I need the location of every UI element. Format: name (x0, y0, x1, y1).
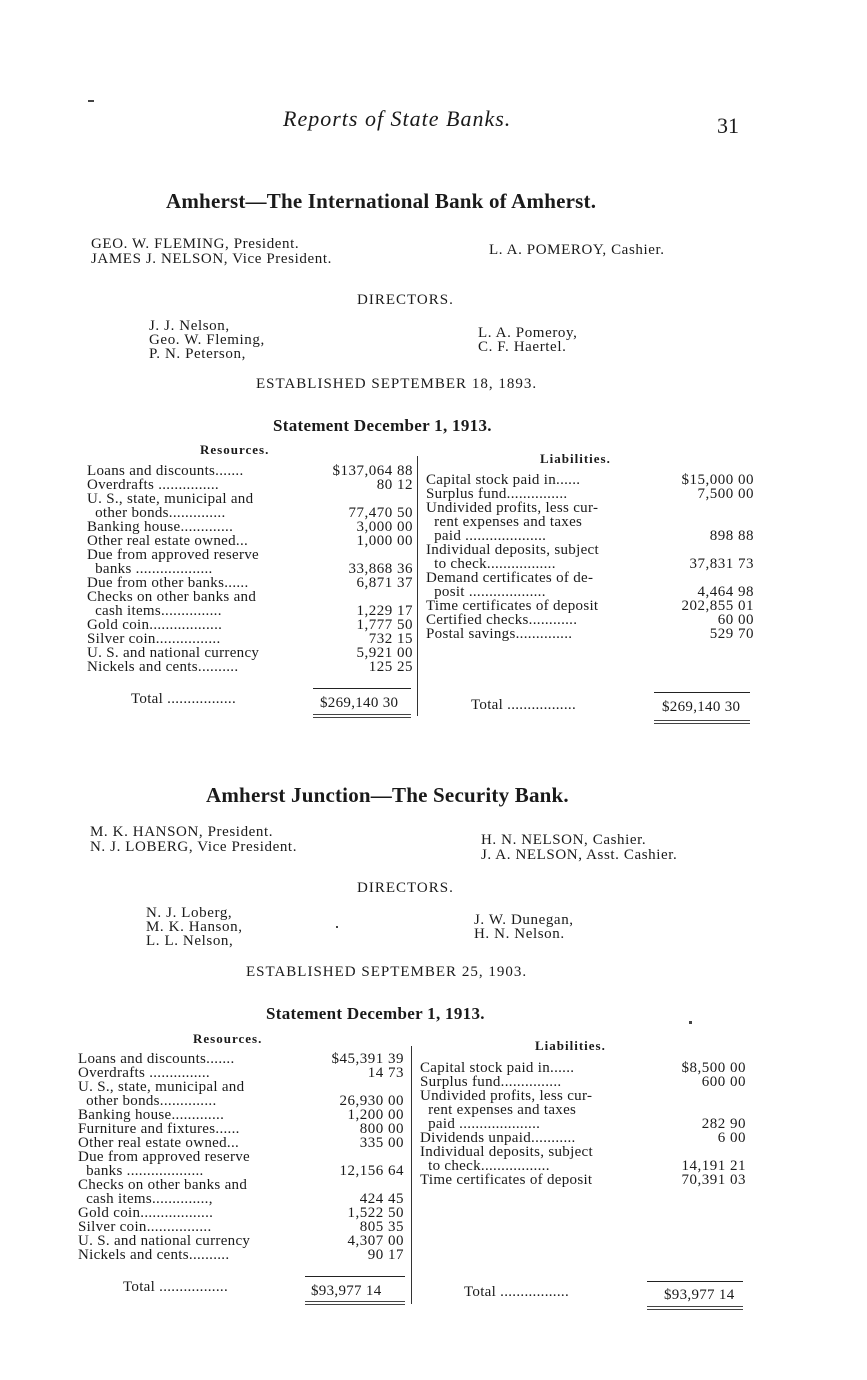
total-rule (305, 1276, 405, 1277)
item-label: Checks on other banks and (78, 1177, 248, 1193)
item-label: Checks on other banks and (87, 589, 257, 605)
table-row (78, 1122, 404, 1136)
item-amount: 33,868 36 (348, 561, 413, 577)
table-row (87, 618, 413, 632)
item-amount: 1,777 50 (356, 617, 413, 633)
resources-table (78, 1052, 404, 1262)
table-row (78, 1248, 404, 1262)
item-amount: 202,855 01 (681, 598, 754, 614)
item-label: cash items.............., (78, 1191, 213, 1207)
item-label: banks ................... (87, 561, 213, 577)
bank-title: Amherst—The International Bank of Amherst. (166, 189, 597, 213)
table-row (78, 1094, 404, 1108)
table-row (87, 562, 413, 576)
item-amount: 4,307 00 (347, 1233, 404, 1249)
table-row (426, 571, 754, 585)
item-amount: $45,391 39 (331, 1051, 404, 1067)
table-row (87, 646, 413, 660)
double-rule (654, 720, 750, 724)
statement-heading: Statement December 1, 1913. (273, 416, 492, 435)
table-row (78, 1234, 404, 1248)
item-label: Due from other banks...... (87, 575, 249, 591)
statement-heading: Statement December 1, 1913. (266, 1004, 485, 1023)
item-label: Other real estate owned... (78, 1135, 240, 1151)
item-label: Overdrafts ............... (87, 477, 219, 493)
item-label: Individual deposits, subject (426, 542, 599, 558)
item-label: Loans and discounts....... (78, 1051, 235, 1067)
item-amount: 424 45 (359, 1191, 404, 1207)
officer-line: N. J. LOBERG, Vice President. (90, 839, 298, 855)
resources-heading: Resources. (200, 442, 270, 457)
officers-left (91, 237, 332, 267)
table-row (420, 1117, 746, 1131)
item-label: Nickels and cents.......... (87, 659, 239, 675)
table-row (87, 604, 413, 618)
table-row (78, 1150, 404, 1164)
liabilities-total-label: Total ................. (471, 697, 577, 713)
table-row (78, 1136, 404, 1150)
table-row (420, 1103, 746, 1117)
officer-line: L. A. POMEROY, Cashier. (489, 242, 665, 258)
item-amount: $8,500 00 (681, 1060, 746, 1076)
item-amount: 6,871 37 (356, 575, 413, 591)
scan-speck (689, 1021, 692, 1024)
column-divider (417, 456, 418, 716)
item-amount: 125 25 (368, 659, 413, 675)
directors-right (478, 326, 578, 354)
item-label: posit ................... (426, 584, 546, 600)
item-amount: 37,831 73 (689, 556, 754, 572)
item-amount: 12,156 64 (339, 1163, 404, 1179)
item-label: to check................. (426, 556, 556, 572)
item-amount: 1,522 50 (347, 1205, 404, 1221)
item-amount: $137,064 88 (332, 463, 413, 479)
table-row (426, 529, 754, 543)
item-label: rent expenses and taxes (426, 514, 583, 530)
table-row (420, 1173, 746, 1187)
item-label: Individual deposits, subject (420, 1144, 593, 1160)
officer-line: J. A. NELSON, Asst. Cashier. (481, 847, 678, 863)
officer-line: JAMES J. NELSON, Vice President. (91, 251, 332, 267)
director-name: L. L. Nelson, (146, 933, 234, 949)
director-name: L. A. Pomeroy, (478, 325, 578, 341)
liabilities-table (420, 1061, 746, 1187)
table-row (426, 487, 754, 501)
item-label: to check................. (420, 1158, 550, 1174)
table-row (87, 520, 413, 534)
item-amount: 3,000 00 (356, 519, 413, 535)
item-label: U. S., state, municipal and (78, 1079, 245, 1095)
item-label: paid .................... (426, 528, 547, 544)
table-row (426, 515, 754, 529)
item-label: Demand certificates of de- (426, 570, 594, 586)
item-label: Due from approved reserve (78, 1149, 251, 1165)
column-divider (411, 1046, 412, 1304)
item-amount: 898 88 (709, 528, 754, 544)
director-name: N. J. Loberg, (146, 905, 233, 921)
director-name: H. N. Nelson. (474, 926, 565, 942)
item-amount: $15,000 00 (681, 472, 754, 488)
table-row (426, 613, 754, 627)
director-name: J. W. Dunegan, (474, 912, 574, 928)
liabilities-table (426, 473, 754, 641)
liabilities-heading: Liabilities. (540, 451, 611, 466)
resources-total-amount: $269,140 30 (320, 695, 399, 711)
item-amount: 26,930 00 (339, 1093, 404, 1109)
table-row (87, 506, 413, 520)
table-row (426, 543, 754, 557)
item-label: Banking house............. (78, 1107, 225, 1123)
item-label: paid .................... (420, 1116, 541, 1132)
double-rule (305, 1301, 405, 1305)
table-row (87, 548, 413, 562)
officers-right (489, 243, 665, 258)
resources-total-label: Total ................. (123, 1279, 229, 1295)
table-row (78, 1220, 404, 1234)
item-label: Surplus fund............... (426, 486, 568, 502)
item-label: Dividends unpaid........... (420, 1130, 576, 1146)
item-label: Gold coin.................. (78, 1205, 214, 1221)
directors-right (474, 913, 574, 941)
officer-line: GEO. W. FLEMING, President. (91, 236, 300, 252)
item-label: rent expenses and taxes (420, 1102, 577, 1118)
officer-line: H. N. NELSON, Cashier. (481, 832, 647, 848)
item-label: U. S. and national currency (87, 645, 260, 661)
item-amount: 77,470 50 (348, 505, 413, 521)
item-label: Loans and discounts....... (87, 463, 244, 479)
table-row (87, 590, 413, 604)
item-label: U. S., state, municipal and (87, 491, 254, 507)
table-row (78, 1080, 404, 1094)
table-row (87, 492, 413, 506)
officers-left (90, 825, 297, 855)
bank-title: Amherst Junction—The Security Bank. (206, 783, 569, 807)
liabilities-heading: Liabilities. (535, 1038, 606, 1053)
item-label: Postal savings.............. (426, 626, 573, 642)
table-row (87, 632, 413, 646)
director-name: C. F. Haertel. (478, 339, 567, 355)
table-row (87, 534, 413, 548)
liabilities-total-label: Total ................. (464, 1284, 570, 1300)
scan-speck (336, 926, 338, 928)
table-row (426, 473, 754, 487)
item-label: other bonds.............. (78, 1093, 217, 1109)
item-amount: 6 00 (717, 1130, 746, 1146)
item-label: Capital stock paid in...... (426, 472, 581, 488)
table-row (426, 599, 754, 613)
director-name: P. N. Peterson, (149, 346, 246, 362)
director-name: Geo. W. Fleming, (149, 332, 265, 348)
page-number: 31 (717, 113, 739, 138)
table-row (87, 660, 413, 674)
resources-heading: Resources. (193, 1031, 263, 1046)
directors-left (146, 906, 243, 948)
item-amount: 282 90 (701, 1116, 746, 1132)
item-amount: 335 00 (359, 1135, 404, 1151)
table-row (420, 1089, 746, 1103)
item-label: Banking house............. (87, 519, 234, 535)
running-title: Reports of State Banks. (283, 106, 512, 131)
item-amount: 7,500 00 (697, 486, 754, 502)
table-row (87, 478, 413, 492)
table-row (420, 1131, 746, 1145)
item-amount: 5,921 00 (356, 645, 413, 661)
item-label: cash items............... (87, 603, 222, 619)
item-label: Silver coin................ (78, 1219, 212, 1235)
item-amount: 1,229 17 (356, 603, 413, 619)
item-amount: 529 70 (709, 626, 754, 642)
item-label: other bonds.............. (87, 505, 226, 521)
item-amount: 732 15 (368, 631, 413, 647)
item-label: banks ................... (78, 1163, 204, 1179)
table-row (420, 1159, 746, 1173)
item-amount: 70,391 03 (681, 1172, 746, 1188)
item-amount: 80 12 (376, 477, 413, 493)
item-label: Other real estate owned... (87, 533, 249, 549)
item-label: Surplus fund............... (420, 1074, 562, 1090)
item-label: Capital stock paid in...... (420, 1060, 575, 1076)
table-row (78, 1066, 404, 1080)
table-row (78, 1164, 404, 1178)
total-rule (654, 692, 750, 693)
item-amount: 805 35 (359, 1219, 404, 1235)
director-name: M. K. Hanson, (146, 919, 243, 935)
item-label: U. S. and national currency (78, 1233, 251, 1249)
item-label: Silver coin................ (87, 631, 221, 647)
table-row (87, 464, 413, 478)
item-label: Undivided profits, less cur- (426, 500, 599, 516)
liabilities-total-amount: $93,977 14 (664, 1287, 735, 1303)
officer-line: M. K. HANSON, President. (90, 824, 274, 840)
item-amount: 14,191 21 (681, 1158, 746, 1174)
total-rule (647, 1281, 743, 1282)
table-row (420, 1145, 746, 1159)
directors-heading: DIRECTORS. (357, 880, 454, 896)
item-label: Certified checks............ (426, 612, 578, 628)
table-row (87, 576, 413, 590)
item-label: Due from approved reserve (87, 547, 260, 563)
table-row (426, 501, 754, 515)
item-amount: 90 17 (367, 1247, 404, 1263)
table-row (426, 557, 754, 571)
table-row (420, 1061, 746, 1075)
director-name: J. J. Nelson, (149, 318, 230, 334)
item-label: Gold coin.................. (87, 617, 223, 633)
total-rule (313, 688, 411, 689)
item-amount: 1,200 00 (347, 1107, 404, 1123)
table-row (78, 1192, 404, 1206)
officers-right (481, 833, 677, 863)
item-amount: 60 00 (717, 612, 754, 628)
resources-total-label: Total ................. (131, 691, 237, 707)
item-amount: 14 73 (367, 1065, 404, 1081)
resources-total-amount: $93,977 14 (311, 1283, 382, 1299)
directors-heading: DIRECTORS. (357, 292, 454, 308)
established-line: ESTABLISHED SEPTEMBER 18, 1893. (256, 376, 538, 392)
established-line: ESTABLISHED SEPTEMBER 25, 1903. (246, 964, 528, 980)
resources-table (87, 464, 413, 674)
table-row (78, 1108, 404, 1122)
item-amount: 800 00 (359, 1121, 404, 1137)
table-row (420, 1075, 746, 1089)
item-label: Furniture and fixtures...... (78, 1121, 240, 1137)
item-label: Undivided profits, less cur- (420, 1088, 593, 1104)
item-amount: 600 00 (701, 1074, 746, 1090)
double-rule (647, 1306, 743, 1310)
item-amount: 4,464 98 (697, 584, 754, 600)
table-row (78, 1052, 404, 1066)
item-amount: 1,000 00 (356, 533, 413, 549)
double-rule (313, 714, 411, 718)
scan-speck (88, 100, 94, 102)
table-row (78, 1178, 404, 1192)
item-label: Time certificates of deposit (420, 1172, 593, 1188)
liabilities-total-amount: $269,140 30 (662, 699, 741, 715)
item-label: Nickels and cents.......... (78, 1247, 230, 1263)
item-label: Overdrafts ............... (78, 1065, 210, 1081)
table-row (426, 627, 754, 641)
table-row (426, 585, 754, 599)
item-label: Time certificates of deposit (426, 598, 599, 614)
directors-left (149, 319, 265, 361)
table-row (78, 1206, 404, 1220)
